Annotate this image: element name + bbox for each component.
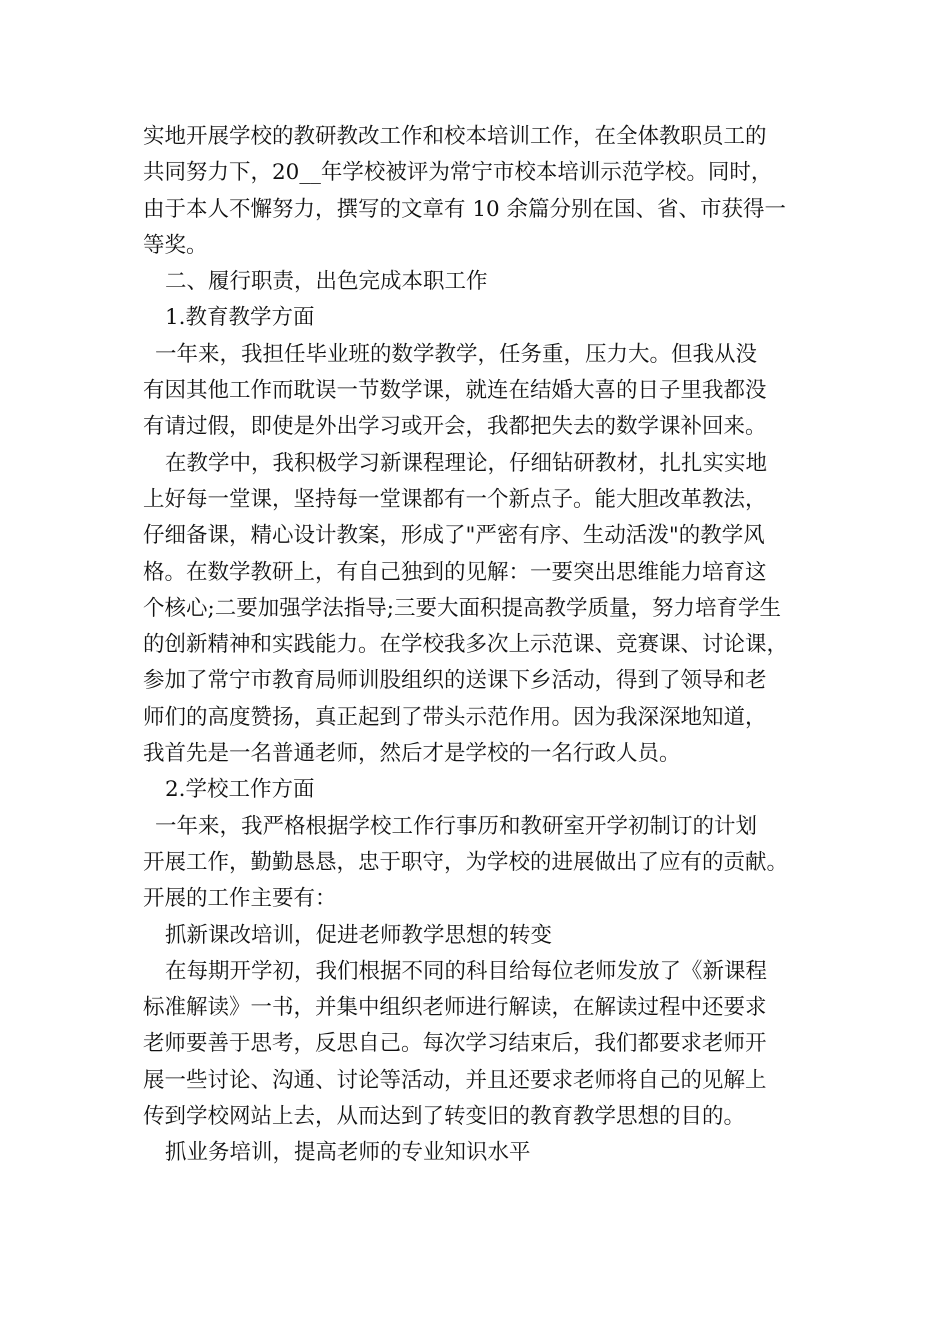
text-line: 在每期开学初，我们根据不同的科目给每位老师发放了《新课程 <box>165 958 768 984</box>
text-line: 个核心;二要加强学法指导;三要大面积提高教学质量，努力培育学生 <box>143 595 781 621</box>
text-line: 开展的工作主要有： <box>143 886 337 912</box>
text-line: 参加了常宁市教育局师训股组织的送课下乡活动，得到了领导和老 <box>143 668 767 694</box>
text-line: 在教学中，我积极学习新课程理论，仔细钻研教材，扎扎实实地 <box>165 450 768 476</box>
text-line: 实地开展学校的教研教改工作和校本培训工作，在全体教职员工的 <box>143 124 767 149</box>
section-heading: 二、履行职责，出色完成本职工作 <box>165 269 488 295</box>
document-body <box>143 119 843 1172</box>
item-heading: 抓新课改培训，促进老师教学思想的转变 <box>165 922 553 948</box>
text-line: 一年来，我担任毕业班的数学教学，任务重，压力大。但我从没 <box>155 341 758 367</box>
text-line: 师们的高度赞扬，真正起到了带头示范作用。因为我深深地知道， <box>143 704 767 730</box>
text-line: 由于本人不懈努力，撰写的文章有 10 余篇分别在国、省、市获得一 <box>143 196 787 222</box>
text-line: 一年来，我严格根据学校工作行事历和教研室开学初制订的计划 <box>155 813 758 839</box>
text-line: 仔细备课，精心设计教案，形成了"严密有序、生动活泼"的教学风 <box>143 523 765 549</box>
text-line: 上好每一堂课，坚持每一堂课都有一个新点子。能大胆改革教法， <box>143 486 767 512</box>
item-heading: 抓业务培训，提高老师的专业知识水平 <box>165 1140 531 1166</box>
text-line: 有请过假，即使是外出学习或开会，我都把失去的数学课补回来。 <box>143 414 767 440</box>
subsection-heading: 2.学校工作方面 <box>165 777 315 803</box>
text-line: 老师要善于思考，反思自己。每次学习结束后，我们都要求老师开 <box>143 1031 767 1057</box>
text-line: 的创新精神和实践能力。在学校我多次上示范课、竞赛课、讨论课， <box>143 632 789 658</box>
text-line: 标准解读》一书，并集中组织老师进行解读，在解读过程中还要求 <box>143 995 767 1021</box>
text-line: 我首先是一名普通老师，然后才是学校的一名行政人员。 <box>143 741 681 767</box>
text-line: 展一些讨论、沟通、讨论等活动，并且还要求老师将自己的见解上 <box>143 1067 767 1093</box>
text-line: 传到学校网站上去，从而达到了转变旧的教育教学思想的目的。 <box>143 1104 746 1130</box>
subsection-heading: 1.教育教学方面 <box>165 305 315 331</box>
text-line: 等奖。 <box>143 232 208 258</box>
text-line: 有因其他工作而耽误一节数学课，就连在结婚大喜的日子里我都没 <box>143 378 767 404</box>
text-line: 共同努力下，20__年学校被评为常宁市校本培训示范学校。同时， <box>143 160 773 186</box>
text-line: 格。在数学教研上，有自己独到的见解：一要突出思维能力培育这 <box>143 559 767 585</box>
text-line: 开展工作，勤勤恳恳，忠于职守，为学校的进展做出了应有的贡献。 <box>143 849 789 875</box>
